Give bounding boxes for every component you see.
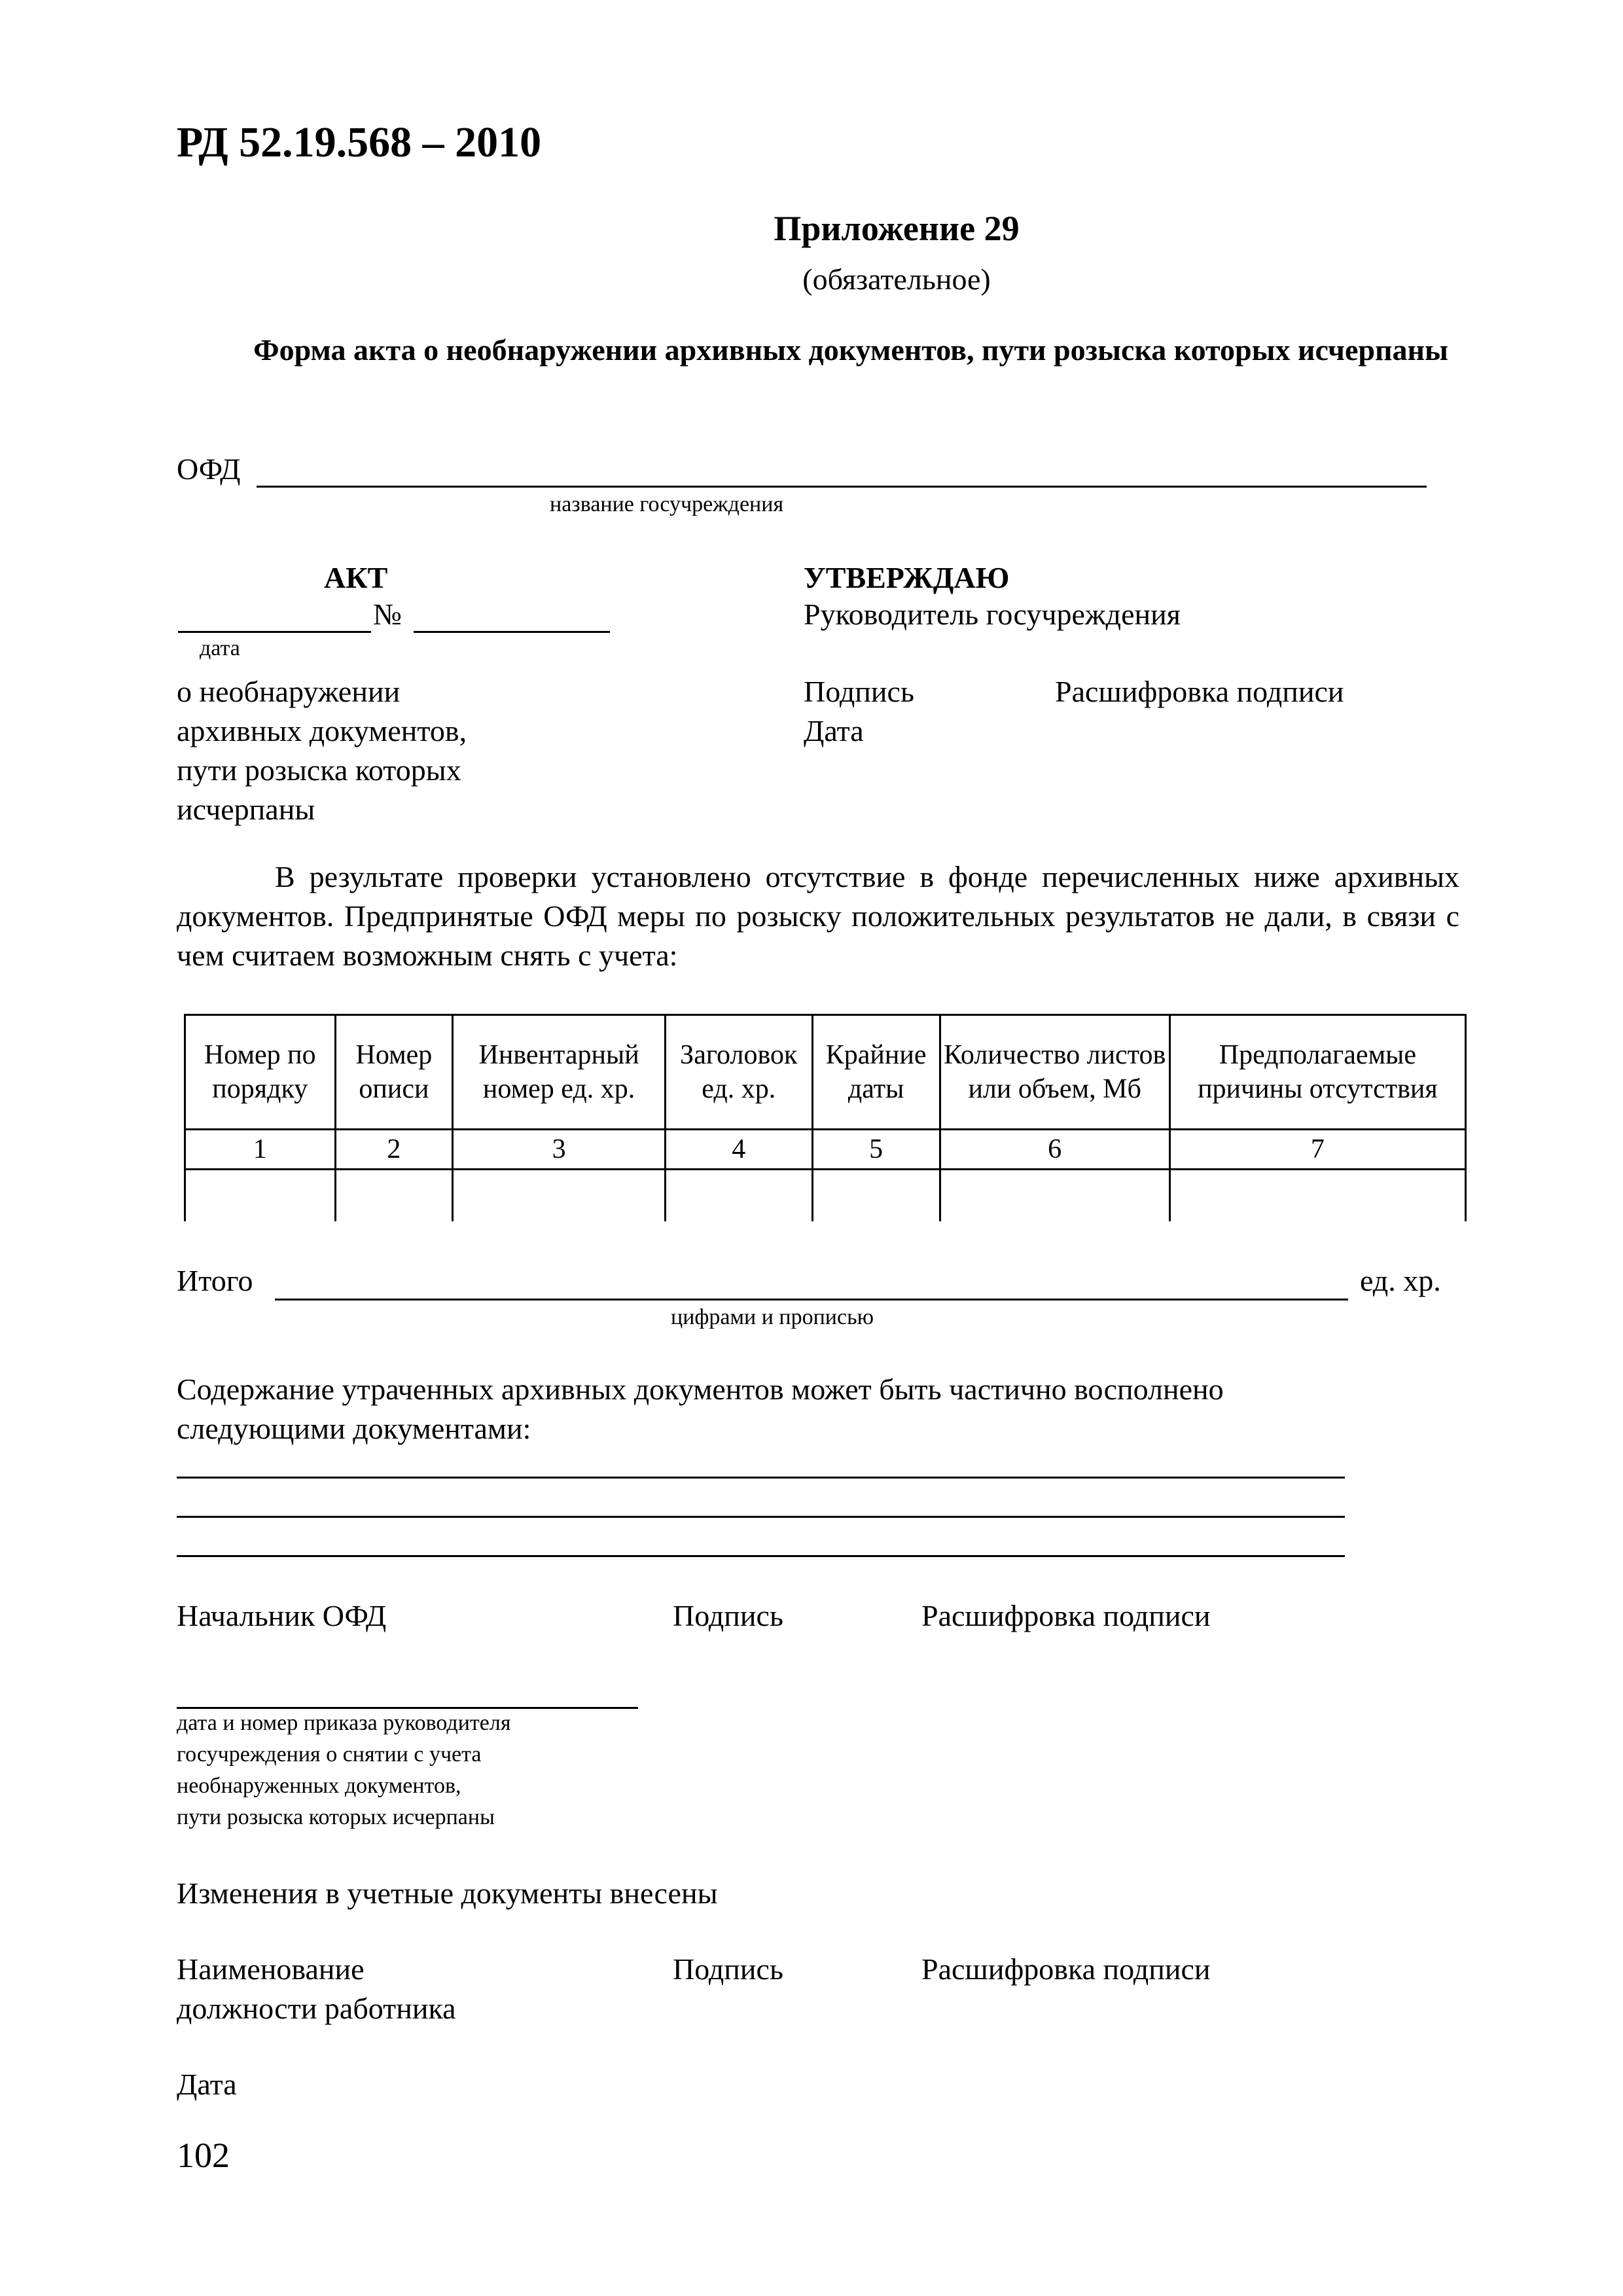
- restore-text-line-2: следующими документами:: [177, 1412, 531, 1445]
- column-header-storage-unit-title: Заголовок ед. хр.: [665, 1015, 812, 1130]
- appendix-title: Приложение 29: [774, 209, 1020, 248]
- org-caption: название госучреждения: [550, 492, 784, 516]
- worker-position-line-1: Наименование: [177, 1952, 365, 1986]
- table-cell: [1169, 1170, 1465, 1222]
- approve-signature-decode: Расшифровка подписи: [1055, 675, 1344, 708]
- column-header-inventory-number: Номер описи: [335, 1015, 453, 1130]
- restore-line-1: [177, 1477, 1345, 1479]
- result-paragraph: В результате проверки установлено отсутствие в фонде перечисленных ниже архивных документов. Предпринятые ОФД меры по розыску положительных результатов не дали, в связи с чем считаем возможным снять с учета:: [177, 860, 1459, 972]
- table-cell: [453, 1170, 666, 1222]
- org-label: ОФД: [177, 452, 241, 486]
- table-number-row: [185, 1130, 1466, 1170]
- act-description-line-4: исчерпаны: [177, 793, 315, 826]
- order-note-line-4: пути розыска которых исчерпаны: [177, 1805, 495, 1829]
- act-date-line: [178, 631, 371, 633]
- table-cell: [665, 1170, 812, 1222]
- document-code: РД 52.19.568 – 2010: [177, 118, 542, 166]
- total-line: [275, 1299, 1348, 1300]
- column-number: 4: [665, 1130, 812, 1170]
- column-header-dates: Крайние даты: [812, 1015, 940, 1130]
- table-cell: [185, 1170, 336, 1222]
- order-line: [177, 1707, 638, 1709]
- table-header-row: [185, 1015, 1466, 1130]
- worker-signature-decode: Расшифровка подписи: [921, 1952, 1211, 1986]
- column-number: 7: [1169, 1130, 1465, 1170]
- worker-position-line-2: должности работника: [177, 1992, 456, 2025]
- order-note-line-1: дата и номер приказа руководителя: [177, 1711, 511, 1735]
- act-number-line: [414, 631, 610, 633]
- column-number: 1: [185, 1130, 336, 1170]
- column-number: 3: [453, 1130, 666, 1170]
- act-number-sign: №: [373, 598, 402, 631]
- approve-position: Руководитель госучреждения: [804, 598, 1181, 631]
- head-position: Начальник ОФД: [177, 1599, 387, 1632]
- total-label: Итого: [177, 1264, 253, 1297]
- total-unit: ед. хр.: [1360, 1264, 1441, 1297]
- table-row: [185, 1170, 1466, 1222]
- act-description-line-3: пути розыска которых: [177, 753, 461, 787]
- appendix-subtitle: (обязательное): [802, 262, 991, 296]
- column-header-storage-unit-number: Инвентарный номер ед. хр.: [453, 1015, 666, 1130]
- missing-documents-table: [184, 1014, 1467, 1221]
- total-caption: цифрами и прописью: [671, 1305, 874, 1329]
- approve-signature: Подпись: [804, 675, 914, 708]
- column-header-sheet-count: Количество листов или объем, Мб: [940, 1015, 1169, 1130]
- table-cell: [812, 1170, 940, 1222]
- column-header-order-number: Номер по порядку: [185, 1015, 336, 1130]
- worker-signature: Подпись: [673, 1952, 783, 1986]
- act-title: АКТ: [324, 561, 388, 594]
- table-cell: [940, 1170, 1169, 1222]
- form-title: Форма акта о необнаружении архивных документов, пути розыска которых исчерпаны: [253, 333, 1448, 367]
- restore-line-2: [177, 1516, 1345, 1518]
- order-note-line-2: госучреждения о снятии с учета: [177, 1742, 482, 1767]
- act-date-caption: дата: [200, 636, 240, 660]
- approve-title: УТВЕРЖДАЮ: [804, 561, 1010, 594]
- org-name-line: [257, 486, 1427, 488]
- changes-text: Изменения в учетные документы внесены: [177, 1876, 718, 1910]
- order-note-line-3: необнаруженных документов,: [177, 1774, 461, 1798]
- table-cell: [335, 1170, 453, 1222]
- head-signature: Подпись: [673, 1599, 783, 1632]
- restore-line-3: [177, 1555, 1345, 1557]
- worker-date: Дата: [177, 2068, 237, 2101]
- column-header-absence-reasons: Предполагаемые причины отсутствия: [1169, 1015, 1465, 1130]
- approve-date: Дата: [804, 714, 864, 747]
- page-number: 102: [177, 2136, 230, 2175]
- head-signature-decode: Расшифровка подписи: [921, 1599, 1211, 1632]
- restore-text-line-1: Содержание утраченных архивных документов может быть частично восполнено: [177, 1372, 1224, 1406]
- act-description-line-2: архивных документов,: [177, 714, 467, 747]
- act-description-line-1: о необнаружении: [177, 675, 401, 708]
- column-number: 6: [940, 1130, 1169, 1170]
- column-number: 2: [335, 1130, 453, 1170]
- column-number: 5: [812, 1130, 940, 1170]
